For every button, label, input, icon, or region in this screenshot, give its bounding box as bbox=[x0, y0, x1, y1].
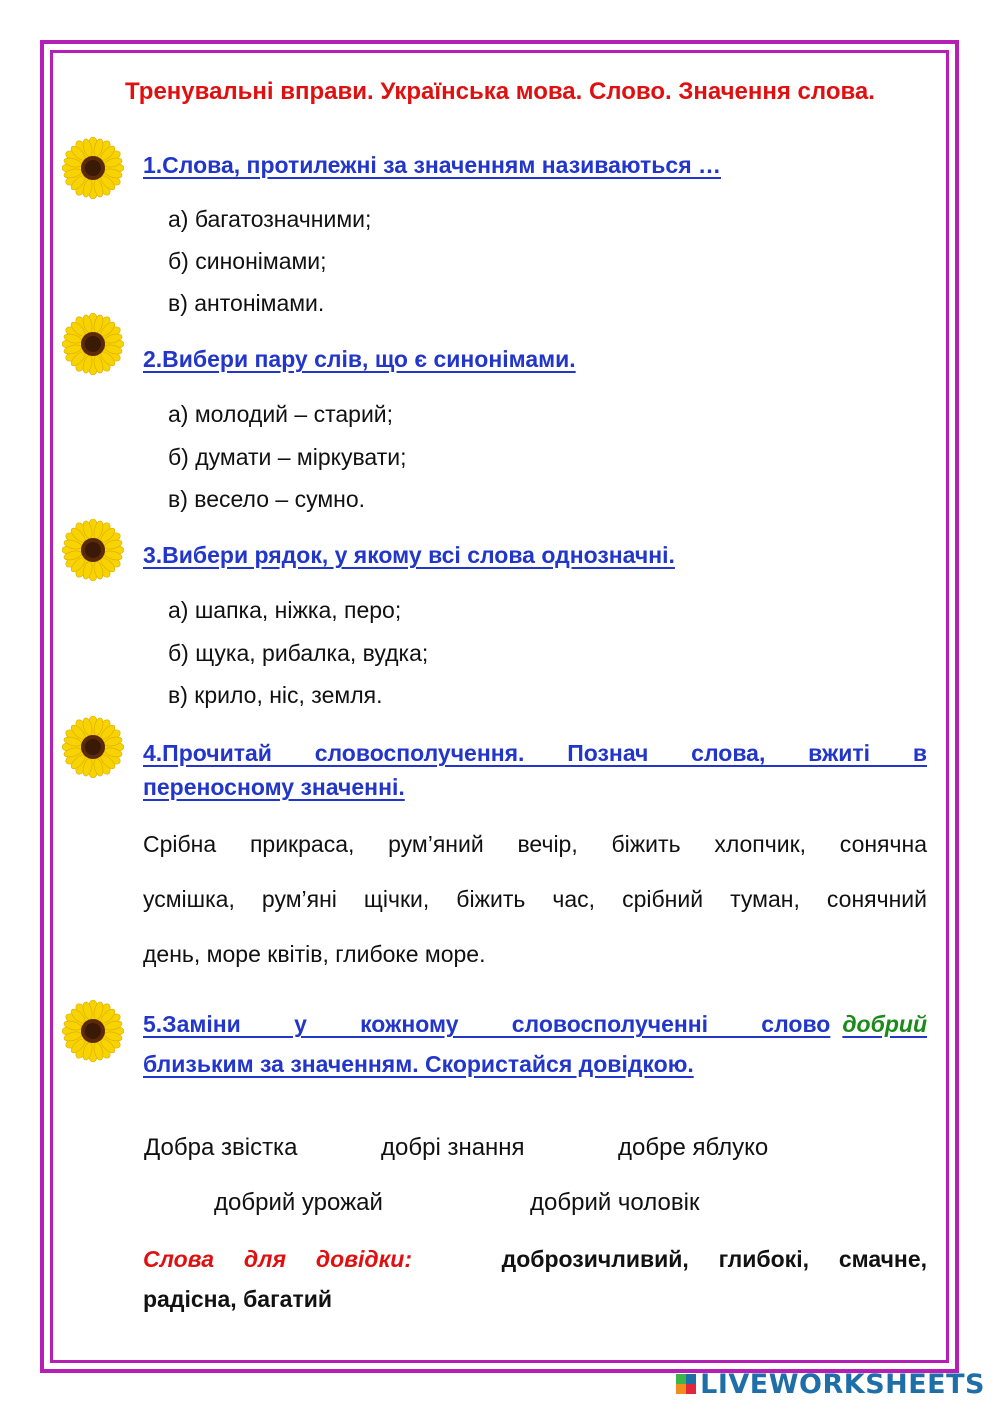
text-line[interactable]: усмішка, рум’яні щічки, біжить час, срібний туман, сонячний bbox=[143, 886, 927, 912]
page-title: Тренувальні вправи. Українська мова. Слово. Значення слова. bbox=[125, 78, 875, 105]
question-2-option-c[interactable]: в) весело – сумно. bbox=[168, 486, 366, 512]
question-5-prompt-line2: близьким за значенням. Скористайся довідкою. bbox=[143, 1051, 694, 1077]
question-4-prompt-line2: переносному значенні. bbox=[143, 774, 405, 800]
text-line[interactable]: Срібна прикраса, рум’яний вечір, біжить хлопчик, сонячна bbox=[143, 831, 927, 857]
question-2-option-a[interactable]: а) молодий – старий; bbox=[168, 401, 394, 427]
sunflower-icon bbox=[62, 1000, 124, 1062]
question-3-option-c[interactable]: в) крило, ніс, земля. bbox=[168, 682, 383, 708]
reference-label: Слова для довідки: bbox=[143, 1246, 413, 1272]
brand-grid-icon bbox=[676, 1374, 696, 1394]
sunflower-icon bbox=[62, 519, 124, 581]
text-line[interactable]: день, море квітів, глибоке море. bbox=[143, 941, 486, 967]
reference-words bbox=[143, 1239, 927, 1319]
sunflower-icon bbox=[62, 137, 124, 199]
question-5-prompt-text: 5.Заміни у кожному словосполученні слово bbox=[143, 1011, 831, 1037]
question-3-prompt: 3.Вибери рядок, у якому всі слова однозначні. bbox=[143, 542, 675, 568]
question-3-option-a[interactable]: а) шапка, ніжка, перо; bbox=[168, 597, 402, 623]
phrase-item[interactable]: добрий чоловік bbox=[530, 1189, 700, 1216]
phrase-item[interactable]: добре яблуко bbox=[618, 1134, 769, 1161]
liveworksheets-logo bbox=[676, 1367, 985, 1401]
brand-text: LIVEWORKSHEETS bbox=[700, 1368, 985, 1400]
question-1-option-b[interactable]: б) синонімами; bbox=[168, 248, 327, 274]
question-3-option-b[interactable]: б) щука, рибалка, вудка; bbox=[168, 640, 429, 666]
sunflower-icon bbox=[62, 716, 124, 778]
reference-line-1 bbox=[143, 1239, 927, 1279]
reference-words-line2: радісна, багатий bbox=[143, 1286, 332, 1312]
question-1-prompt: 1.Слова, протилежні за значенням називаються … bbox=[143, 152, 721, 178]
highlight-word: добрий bbox=[842, 1011, 927, 1037]
question-4-prompt-line1: 4.Прочитай словосполучення. Познач слова, вжиті в bbox=[143, 740, 927, 766]
question-1-option-a[interactable]: а) багатозначними; bbox=[168, 206, 372, 232]
sunflower-icon bbox=[62, 313, 124, 375]
phrase-item[interactable]: добрі знання bbox=[381, 1134, 525, 1161]
question-4-text bbox=[143, 817, 927, 982]
phrase-item[interactable]: добрий урожай bbox=[214, 1189, 383, 1216]
question-5-prompt-line1 bbox=[143, 1011, 927, 1038]
question-2-prompt: 2.Вибери пару слів, що є синонімами. bbox=[143, 346, 576, 372]
reference-words-line1: доброзичливий, глибокі, смачне, bbox=[501, 1246, 927, 1272]
question-1-option-c[interactable]: в) антонімами. bbox=[168, 290, 325, 316]
phrase-item[interactable]: Добра звістка bbox=[144, 1134, 298, 1161]
question-2-option-b[interactable]: б) думати – міркувати; bbox=[168, 444, 407, 470]
